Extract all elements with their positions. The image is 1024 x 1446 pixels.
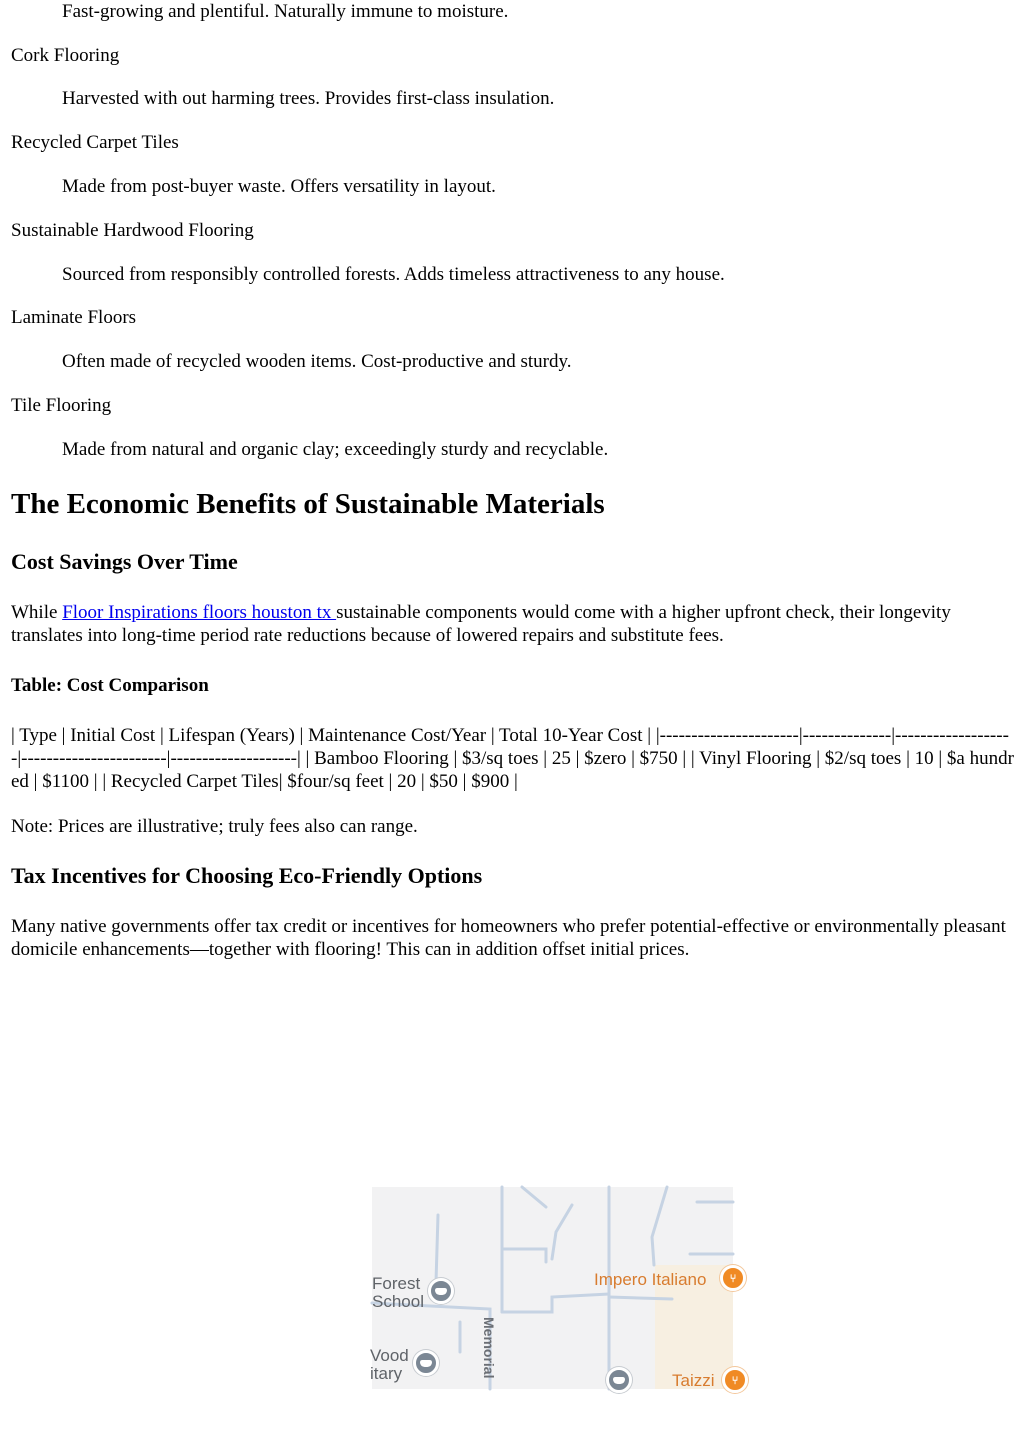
map-poi-label[interactable]: School [372, 1292, 424, 1311]
restaurant-icon[interactable]: ⑂ [722, 1367, 748, 1393]
school-cap-icon [613, 1377, 625, 1384]
restaurant-icon[interactable]: ⑂ [720, 1265, 746, 1291]
list-item-term: Recycled Carpet Tiles [11, 132, 179, 153]
school-icon[interactable] [428, 1278, 454, 1304]
embedded-map[interactable] [370, 1187, 739, 1390]
map-poi-label[interactable]: Taizzi [672, 1371, 715, 1390]
list-item-term: Laminate Floors [11, 307, 137, 328]
list-item-description: Sourced from responsibly controlled forests. Adds timeless attractiveness to any house. [62, 264, 725, 285]
map-poi-label[interactable]: Impero Italiano [594, 1270, 707, 1289]
map-road [522, 1187, 546, 1207]
school-cap-icon [420, 1360, 432, 1367]
map-road [436, 1215, 438, 1282]
school-icon[interactable] [606, 1367, 632, 1393]
paragraph-text: While [11, 602, 63, 623]
table-note: Note: Prices are illustrative; truly fees also can range. [11, 816, 418, 837]
map-road [502, 1249, 546, 1262]
map-road [502, 1294, 609, 1312]
list-item-description: Made from natural and organic clay; exceedingly sturdy and recyclable. [62, 439, 609, 460]
subsection-heading-cost-savings: Cost Savings Over Time [11, 549, 238, 574]
subsection-heading-tax-incentives: Tax Incentives for Choosing Eco-Friendly Options [11, 863, 483, 888]
map-poi-label[interactable]: Forest [372, 1274, 421, 1293]
table-caption: Table: Cost Comparison [11, 675, 209, 696]
list-item-description: Harvested with out harming trees. Provides first-class insulation. [62, 88, 555, 109]
list-item-description: Fast-growing and plentiful. Naturally immune to moisture. [62, 1, 509, 22]
list-item-term: Sustainable Hardwood Flooring [11, 220, 254, 241]
paragraph-text: sustainable components would come with a higher upfront check, their longevity translates into long-time period rate reductions because of lowered repairs and substitute fees. [11, 602, 951, 646]
section-heading: The Economic Benefits of Sustainable Materials [11, 488, 605, 520]
cost-comparison-table-text: | Type | Initial Cost | Lifespan (Years) | Maintenance Cost/Year | Total 10-Year Cost | |----------------------|--------------|-------------------|-----------------------|--------------------| | Bamboo Flooring | $3/sq toes | 25 | $zero | $750 | | Vinyl Flooring | $2/sq toes | 10 | $a hundred | $1100 | | Recycled Carpet Tiles| $four/sq feet | 20 | $50 | $900 | [11, 725, 1014, 792]
cost-savings-paragraph [11, 601, 1011, 647]
map-road [652, 1187, 667, 1265]
list-item-description: Often made of recycled wooden items. Cost-productive and sturdy. [62, 351, 572, 372]
school-cap-icon [435, 1288, 447, 1295]
list-item-term: Tile Flooring [11, 395, 112, 416]
list-item-description: Made from post-buyer waste. Offers versatility in layout. [62, 176, 496, 197]
map-poi-label[interactable]: itary [370, 1364, 403, 1383]
map-road [609, 1297, 672, 1299]
list-item-term: Cork Flooring [11, 45, 120, 66]
map-road [552, 1205, 572, 1259]
tax-incentives-paragraph: Many native governments offer tax credit or incentives for homeowners who prefer potential-effective or environmentally pleasant domicile enhancements—together with flooring! This can in addition offset initial prices. [11, 916, 1006, 960]
floor-inspirations-link[interactable]: Floor Inspirations floors houston tx [62, 602, 337, 623]
map-poi-label[interactable]: Vood [370, 1346, 409, 1365]
map-road-label: Memorial [481, 1317, 497, 1379]
school-icon[interactable] [413, 1350, 439, 1376]
